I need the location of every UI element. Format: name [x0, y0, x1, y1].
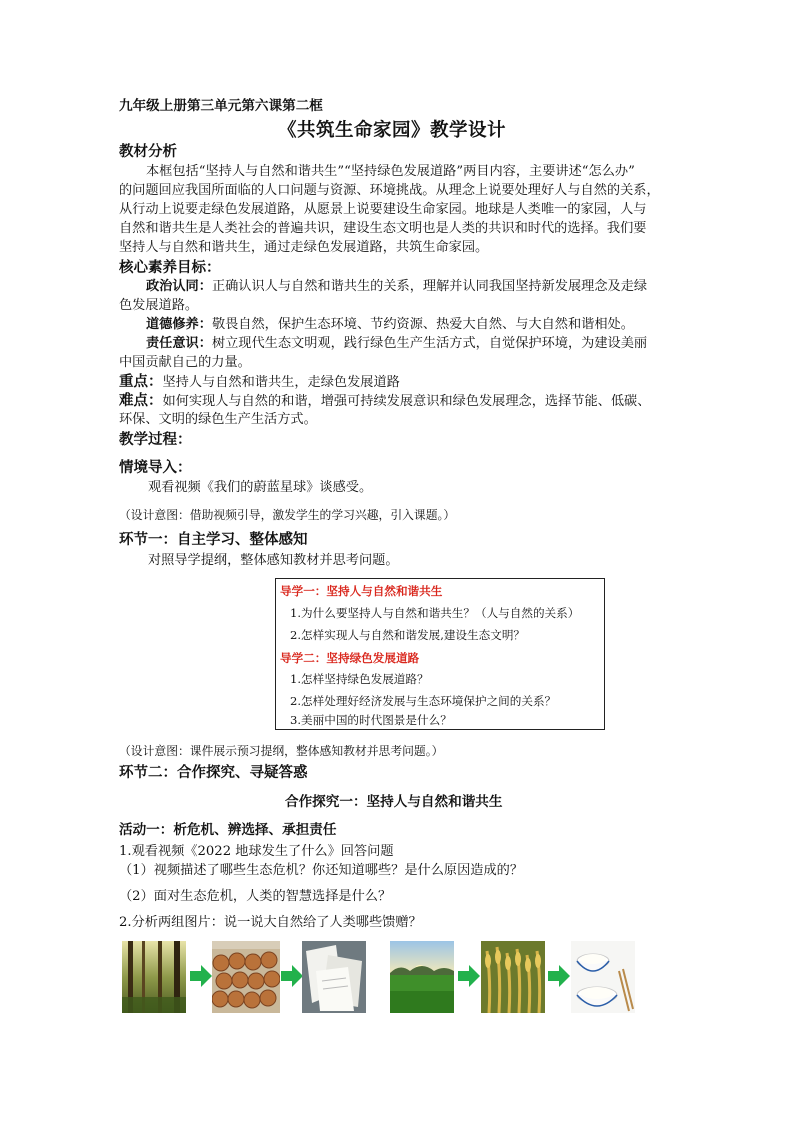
step1-text: 对照导学提纲，整体感知教材并思考问题。 — [148, 553, 399, 568]
key-point-label: 重点： — [119, 373, 163, 390]
rice-bowl-photo — [571, 941, 635, 1013]
arrow-right-icon — [548, 965, 570, 987]
material-analysis-line: 本框包括“坚持人与自然和谐共生”“坚持绿色发展道路”两目内容，主要讲述“怎么办” — [146, 164, 635, 179]
material-analysis-line: 自然和谐共生是人类社会的普遍共识，建设生态文明也是人类的共识和时代的选择。我们要 — [119, 221, 647, 236]
guide1-title: 导学一：坚持人与自然和谐共生 — [280, 584, 443, 598]
logs-photo — [212, 941, 280, 1013]
guide1-question: 2.怎样实现人与自然和谐发展,建设生态文明？ — [290, 628, 526, 642]
political-identity-text: 正确认识人与自然和谐共生的关系，理解并认同我国坚持新发展理念及走绿 — [211, 279, 648, 294]
guide-outline-box — [275, 578, 605, 730]
goals-heading: 核心素养目标： — [119, 259, 221, 276]
activity-heading: 活动一：析危机、辨选择、承担责任 — [119, 822, 337, 838]
difficulty-line2: 环保、文明的绿色生产生活方式。 — [119, 412, 317, 427]
duty-text: 树立现代生态文明观，践行绿色生产生活方式，自觉保护环境，为建设美丽 — [211, 336, 648, 351]
difficulty-line — [119, 391, 650, 411]
question-2: 2.分析两组图片：说一说大自然给了人类哪些馈赠？ — [119, 915, 422, 930]
document-subtitle: 九年级上册第三单元第六课第二框 — [119, 98, 323, 114]
key-point-line — [119, 372, 400, 392]
material-analysis-line: 的问题回应我国所面临的人口问题与资源、环境挑战。从理念上说要处理好人与自然的关系， — [119, 183, 660, 198]
question-1: 1.观看视频《2022 地球发生了什么》回答问题 — [119, 844, 394, 859]
rice-field-photo — [390, 941, 454, 1013]
rice-ears-photo — [481, 941, 545, 1013]
duty-label: 责任意识： — [146, 336, 212, 351]
process-heading: 教学过程： — [119, 431, 192, 448]
moral-line — [146, 315, 634, 334]
guide1-question: 1.为什么要坚持人与自然和谐共生？（人与自然的关系） — [290, 606, 580, 620]
duty-line — [146, 334, 647, 353]
step1-heading: 环节一：自主学习、整体感知 — [119, 531, 308, 548]
moral-text: 敬畏自然，保护生态环境、节约资源、热爱大自然、与大自然和谐相处。 — [211, 317, 634, 332]
intro-design-note: （设计意图：借助视频引导，激发学生的学习兴趣，引入课题。） — [119, 508, 456, 522]
question-1b: （2）面对生态危机，人类的智慧选择是什么？ — [119, 889, 392, 904]
arrow-right-icon — [281, 965, 303, 987]
material-analysis-line: 从行动上说要走绿色发展道路，从愿景上说要建设生命家园。地球是人类唯一的家园，人与 — [119, 202, 647, 217]
arrow-right-icon — [458, 965, 480, 987]
moral-label: 道德修养： — [146, 317, 212, 332]
guide2-title: 导学二：坚持绿色发展道路 — [280, 651, 420, 665]
guide2-question: 1.怎样坚持绿色发展道路？ — [290, 672, 429, 686]
intro-heading: 情境导入： — [119, 459, 192, 476]
difficulty-label: 难点： — [119, 392, 163, 409]
material-analysis-line: 坚持人与自然和谐共生，通过走绿色发展道路，共筑生命家园。 — [119, 240, 489, 255]
guide2-question: 2.怎样处理好经济发展与生态环境保护之间的关系？ — [290, 694, 557, 708]
step1-design-note: （设计意图：课件展示预习提纲，整体感知教材并思考问题。） — [119, 744, 444, 758]
forest-photo — [122, 941, 186, 1013]
intro-text: 观看视频《我们的蔚蓝星球》谈感受。 — [148, 480, 373, 495]
document-title: 《共筑生命家园》教学设计 — [278, 120, 507, 141]
duty-line2: 中国贡献自己的力量。 — [119, 355, 251, 370]
arrow-right-icon — [190, 965, 212, 987]
paper-photo — [302, 941, 366, 1013]
difficulty-text: 如何实现人与自然的和谐，增强可持续发展意识和绿色发展理念，选择节能、低碳、 — [162, 394, 651, 409]
guide2-question: 3.美丽中国的时代图景是什么？ — [290, 713, 452, 727]
political-identity-line2: 色发展道路。 — [119, 298, 199, 313]
step2-heading: 环节二：合作探究、寻疑答惑 — [119, 764, 308, 781]
political-identity-line — [146, 277, 647, 296]
political-identity-label: 政治认同： — [146, 279, 212, 294]
cooperative-inquiry-heading: 合作探究一：坚持人与自然和谐共生 — [285, 794, 503, 810]
material-analysis-heading: 教材分析 — [119, 143, 177, 160]
key-point-text: 坚持人与自然和谐共生，走绿色发展道路 — [162, 375, 400, 390]
question-1a: （1）视频描述了哪些生态危机？你还知道哪些？是什么原因造成的？ — [119, 863, 524, 878]
